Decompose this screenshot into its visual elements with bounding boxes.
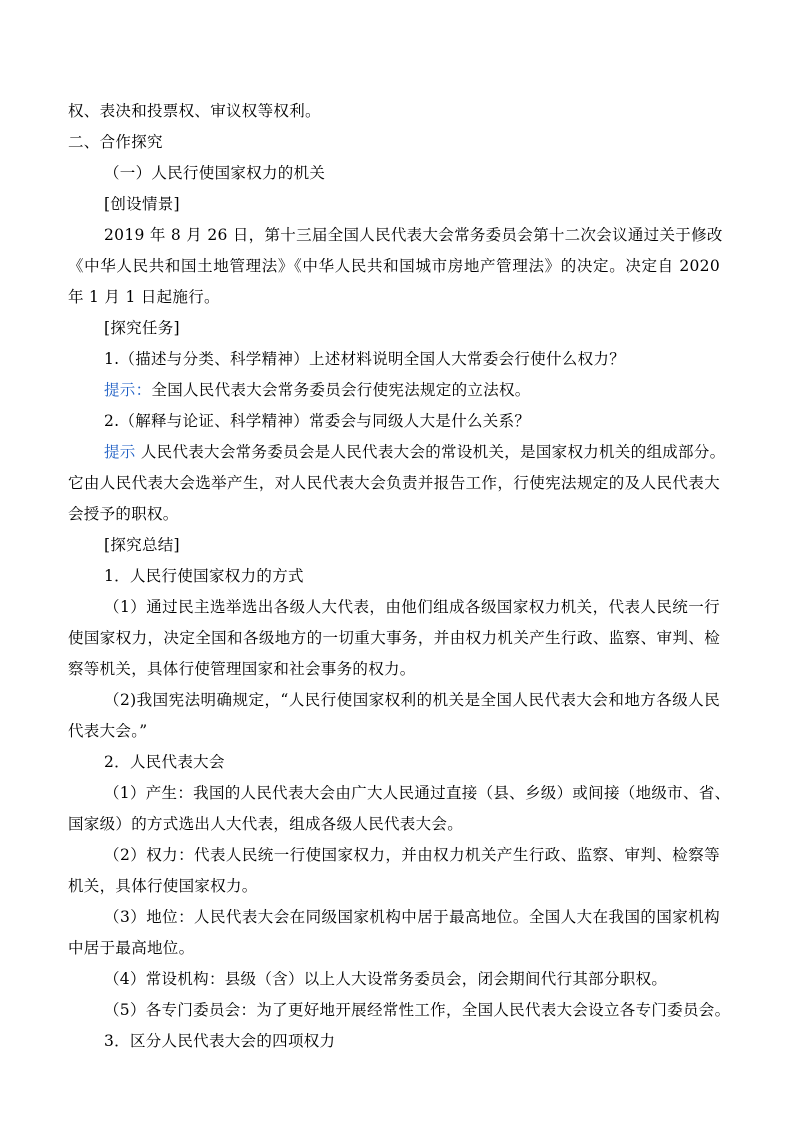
paragraph-line: 国家级）的方式选出人大代表，组成各级人民代表大会。 bbox=[68, 815, 464, 833]
paragraph-line: （2)我国宪法明确规定，“人民行使国家权利的机关是全国人民代表大会和地方各级人民 bbox=[104, 691, 720, 709]
paragraph-line: 代表大会。” bbox=[68, 722, 148, 740]
paragraph-line: 年 1 月 1 日起施行。 bbox=[68, 288, 220, 306]
paragraph-line: 使国家权力，决定全国和各级地方的一切重大事务，并由权力机关产生行政、监察、审判、检 bbox=[68, 629, 720, 647]
hint-label: 提示： bbox=[104, 381, 152, 399]
answer-2: 提示 人民代表大会常务委员会是人民代表大会的常设机关，是国家权力机关的组成部分。 bbox=[104, 443, 726, 461]
paragraph-line: 《中华人民共和国土地管理法》《中华人民共和国城市房地产管理法》的决定。决定自 2020 bbox=[68, 257, 720, 275]
subsection-heading: （一）人民行使国家权力的机关 bbox=[104, 164, 326, 182]
paragraph-line: 权、表决和投票权、审议权等权利。 bbox=[68, 102, 321, 120]
paragraph-line: （5）各专门委员会：为了更好地开展经常性工作，全国人民代表大会设立各专门委员会。 bbox=[104, 1001, 731, 1019]
summary-heading-3: 3．区分人民代表大会的四项权力 bbox=[104, 1032, 336, 1050]
paragraph-line: 会授予的职权。 bbox=[68, 505, 179, 523]
paragraph-line: 2019 年 8 月 26 日，第十三届全国人民代表大会常务委员会第十二次会议通过关于修改 bbox=[104, 226, 723, 244]
paragraph-line: （3）地位：人民代表大会在同级国家机构中居于最高地位。全国人大在我国的国家机构 bbox=[104, 908, 720, 926]
summary-heading-2: 2．人民代表大会 bbox=[104, 753, 225, 771]
section-heading: 二、合作探究 bbox=[68, 133, 163, 151]
paragraph-line: （1）通过民主选举选出各级人大代表，由他们组成各级国家权力机关，代表人民统一行 bbox=[104, 598, 720, 616]
paragraph-line: 察等机关，具体行使管理国家和社会事务的权力。 bbox=[68, 660, 416, 678]
answer-1: 提示：全国人民代表大会常务委员会行使宪法规定的立法权。 bbox=[104, 381, 531, 399]
paragraph-line: 它由人民代表大会选举产生，对人民代表大会负责并报告工作，行使宪法规定的及人民代表大 bbox=[68, 474, 720, 492]
paragraph-line: （1）产生：我国的人民代表大会由广大人民通过直接（县、乡级）或间接（地级市、省、 bbox=[104, 784, 731, 802]
label-summary: [探究总结] bbox=[104, 536, 180, 554]
hint-label: 提示 bbox=[104, 443, 136, 461]
paragraph-line: 中居于最高地位。 bbox=[68, 939, 195, 957]
label-task: [探究任务] bbox=[104, 319, 180, 337]
question-1: 1.（描述与分类、科学精神）上述材料说明全国人大常委会行使什么权力？ bbox=[104, 350, 625, 368]
summary-heading-1: 1．人民行使国家权力的方式 bbox=[104, 567, 304, 585]
label-scenario: [创设情景] bbox=[104, 195, 180, 213]
question-2: 2.（解释与论证、科学精神）常委会与同级人大是什么关系？ bbox=[104, 412, 531, 430]
paragraph-line: （4）常设机构：县级（含）以上人大设常务委员会，闭会期间代行其部分职权。 bbox=[104, 970, 668, 988]
paragraph-line: 机关，具体行使国家权力。 bbox=[68, 877, 258, 895]
paragraph-line: （2）权力：代表人民统一行使国家权力，并由权力机关产生行政、监察、审判、检察等 bbox=[104, 846, 720, 864]
